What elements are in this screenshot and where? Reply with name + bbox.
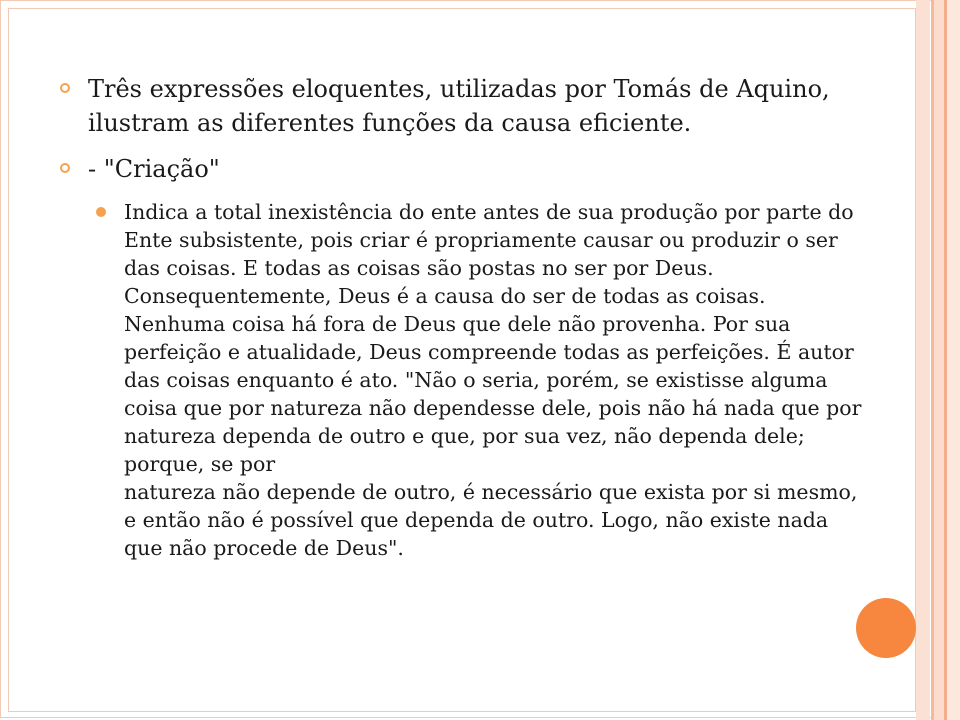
bullet-intro	[60, 72, 910, 140]
sub-bullet-text-part1: Indica a total inexistência do ente antes de sua produção por parte do Ente subsistente, pois criar é propriamente causar ou produzir o ser das coisas. E todas as coisas são postas no ser por Deus. Consequentemente, Deus é a causa do ser de todas as coisas. Nenhuma coisa há fora de Deus que dele não provenha. Por sua perfeição e atualidade, Deus compreende todas as perfeições. É autor das coisas enquanto é ato. "Não o seria, porém, se existisse alguma coisa que por natureza não dependesse dele, pois não há nada que por natureza dependa de outro e que, por sua vez, não dependa dele; porque, se por	[124, 200, 862, 476]
bullet-ring-icon	[60, 163, 70, 173]
decor-orange-circle	[856, 598, 916, 658]
sub-bullet-description	[96, 198, 870, 562]
bullet-ring-icon	[60, 83, 70, 93]
bullet-criacao	[60, 152, 910, 186]
bullet-dot-icon	[96, 207, 106, 217]
decor-stripe	[947, 0, 960, 720]
decor-stripe	[916, 0, 930, 720]
sub-bullet-text-part2: natureza não depende de outro, é necessário que exista por si mesmo, e então não é possível que dependa de outro. Logo, não existe nada que não procede de Deus".	[124, 480, 858, 560]
decor-stripe	[934, 0, 944, 720]
bullet-intro-text: Três expressões eloquentes, utilizadas por Tomás de Aquino, ilustram as diferentes funções da causa eficiente.	[88, 75, 830, 137]
bullet-criacao-text: - "Criação"	[88, 155, 220, 183]
slide-content	[60, 72, 910, 562]
